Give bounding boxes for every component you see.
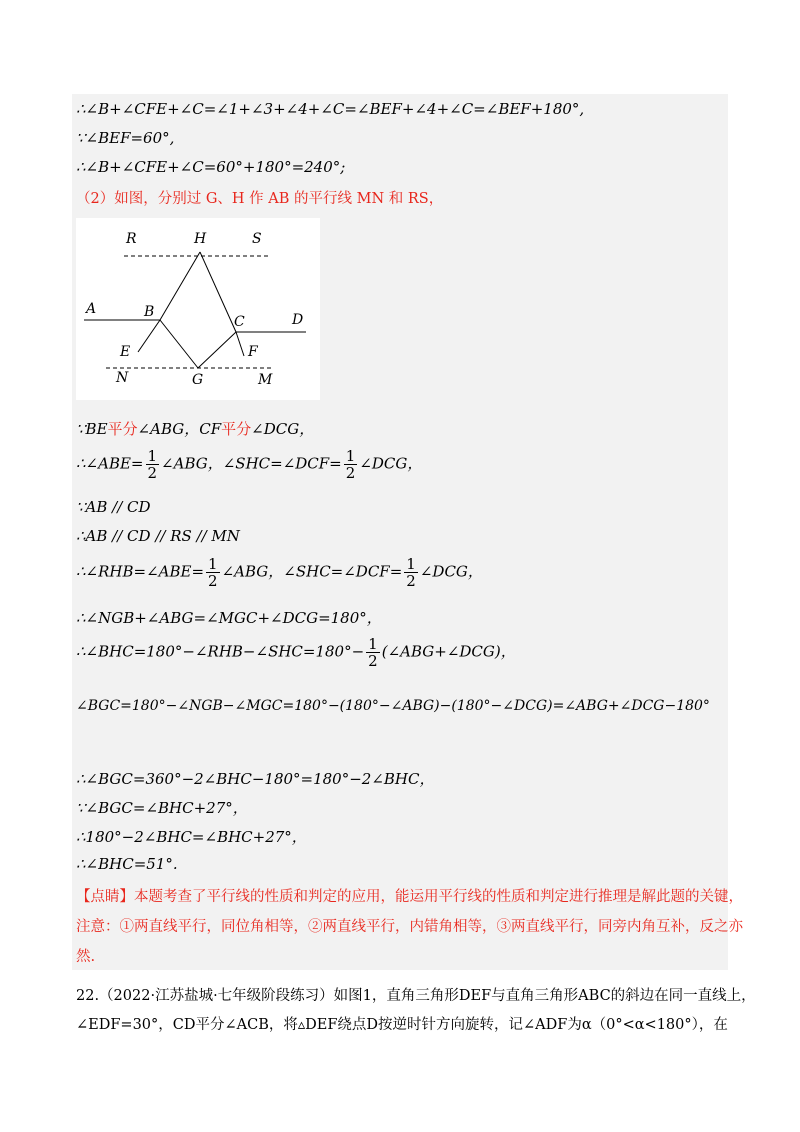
question-22-line-1: 22.（2022·江苏盐城·七年级阶段练习）如图1，直角三角形DEF与直角三角形ABC的斜边在同一直线上， xyxy=(76,988,756,1004)
solution-line-1: ∴∠B+∠CFE+∠C=∠1+∠3+∠4+∠C=∠BEF+∠4+∠C=∠BEF+180°, xyxy=(76,100,585,118)
fraction-half xyxy=(404,556,418,589)
label-b: B xyxy=(144,304,155,320)
question-22-line-2: ∠EDF=30°，CD平分∠ACB，将▵DEF绕点D按逆时针方向旋转，记∠ADF为α（0°<α<180°），在 xyxy=(76,1017,728,1033)
solution-line-3: ∴∠B+∠CFE+∠C=60°+180°=240°; xyxy=(76,158,346,176)
fraction-denominator: 2 xyxy=(147,464,158,482)
text-segment: ∠ABG，∠SHC=∠DCF= xyxy=(161,454,342,473)
segment-hb xyxy=(160,252,200,320)
text-segment: ∴∠BHC=180°−∠RHB−∠SHC=180°− xyxy=(76,642,365,661)
solution-line-2: ∵∠BEF=60°, xyxy=(76,129,175,147)
label-h: H xyxy=(194,231,207,247)
solution-line-9 xyxy=(76,556,483,589)
text-segment: ∴∠ABE= xyxy=(76,454,144,473)
label-s: S xyxy=(252,231,262,247)
solution-line-12: ∠BGC=180°−∠NGB−∠MGC=180°−(180°−∠ABG)−(180°−∠DCG)=∠ABG+∠DCG−180° xyxy=(76,698,710,714)
segment-cg xyxy=(198,332,236,368)
label-a: A xyxy=(86,301,97,317)
text-segment: ∠ABG，∠SHC=∠DCF= xyxy=(221,562,403,581)
solution-line-10: ∴∠NGB+∠ABG=∠MGC+∠DCG=180°， xyxy=(76,609,382,627)
fraction-half xyxy=(366,636,380,669)
fraction-denominator: 2 xyxy=(406,572,416,590)
fraction-numerator: 1 xyxy=(368,635,378,653)
solution-line-11 xyxy=(76,636,516,669)
fraction-numerator: 1 xyxy=(345,447,356,465)
text-segment: ∵BE xyxy=(76,420,108,438)
key-point-line-2: 注意：①两直线平行，同位角相等，②两直线平行，内错角相等，③两直线平行，同旁内角互补，反之亦 xyxy=(76,919,743,935)
key-point-line-3: 然. xyxy=(76,949,96,965)
geometry-figure xyxy=(76,218,320,400)
solution-line-6 xyxy=(76,448,422,481)
fraction-denominator: 2 xyxy=(368,652,378,670)
fraction-half xyxy=(344,448,358,481)
label-m: M xyxy=(258,372,273,388)
text-segment: ∴∠RHB=∠ABE= xyxy=(76,562,205,581)
ray-cf xyxy=(236,332,244,356)
fraction-half xyxy=(146,448,160,481)
text-segment: (∠ABG+∠DCG)， xyxy=(381,642,516,661)
label-g: G xyxy=(192,372,204,388)
label-c: C xyxy=(234,314,245,330)
solution-line-5 xyxy=(76,418,314,439)
label-e: E xyxy=(120,344,131,360)
solution-line-15: ∴180°−2∠BHC=∠BHC+27°， xyxy=(76,828,307,846)
solution-line-8: ∴AB // CD // RS // MN xyxy=(76,527,240,545)
fraction-numerator: 1 xyxy=(208,555,218,573)
fraction-half xyxy=(206,556,220,589)
label-n: N xyxy=(116,370,129,386)
fraction-denominator: 2 xyxy=(208,572,218,590)
ray-be xyxy=(138,320,160,352)
key-point-line-1: 【点睛】本题考查了平行线的性质和判定的应用，能运用平行线的性质和判定进行推理是解此题的关键， xyxy=(76,889,743,905)
part-2-heading: （2）如图，分别过 G、H 作 AB 的平行线 MN 和 RS， xyxy=(76,191,444,207)
solution-line-13: ∴∠BGC=360°−2∠BHC−180°=180°−2∠BHC， xyxy=(76,770,435,788)
label-f: F xyxy=(248,344,258,360)
solution-line-16: ∴∠BHC=51°. xyxy=(76,855,178,873)
fraction-denominator: 2 xyxy=(345,464,356,482)
label-r: R xyxy=(126,231,137,247)
label-d: D xyxy=(292,312,304,328)
text-segment: ∠ABG，CF xyxy=(137,420,222,438)
fraction-numerator: 1 xyxy=(147,447,158,465)
text-segment: ∠DCG， xyxy=(251,420,315,438)
solution-line-14: ∵∠BGC=∠BHC+27°， xyxy=(76,799,248,817)
segment-bg xyxy=(160,320,198,368)
segment-hc xyxy=(200,252,236,332)
text-segment: 平分 xyxy=(107,420,138,438)
text-segment: 平分 xyxy=(221,420,252,438)
fraction-numerator: 1 xyxy=(406,555,416,573)
solution-line-7: ∵AB // CD xyxy=(76,498,151,516)
text-segment: ∠DCG， xyxy=(359,454,423,473)
text-segment: ∠DCG， xyxy=(419,562,483,581)
